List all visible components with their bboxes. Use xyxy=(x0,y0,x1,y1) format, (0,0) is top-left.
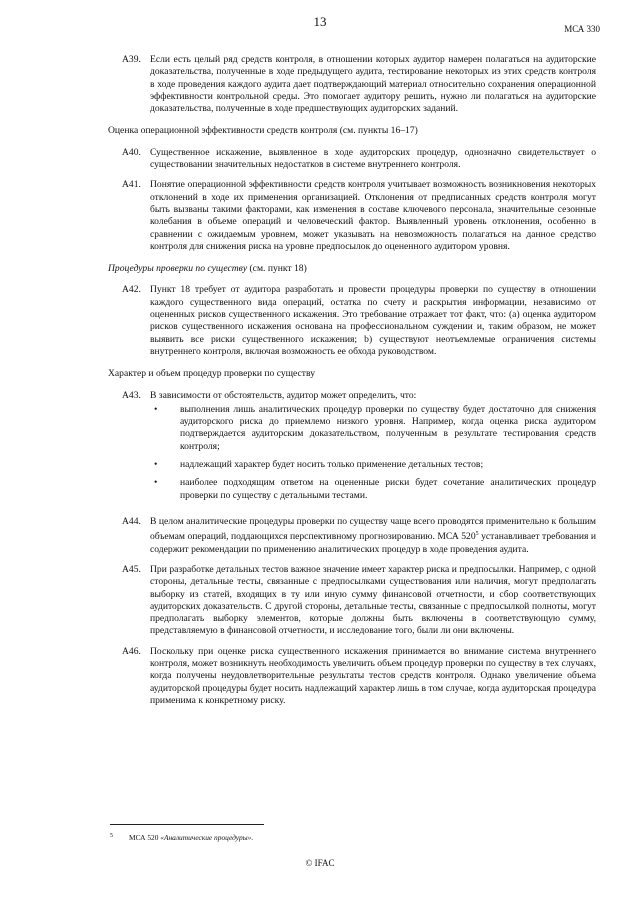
paragraph-a40 xyxy=(108,147,596,172)
copyright: © IFAC xyxy=(305,858,335,868)
paragraph-body xyxy=(150,390,596,508)
paragraph-text: Существенное искажение, выявленное в ходе аудиторских процедур, однозначно свидетельствует о существовании значительных недостатков в системе внутреннего контроля. xyxy=(150,146,596,171)
paragraph-number: A45. xyxy=(122,563,141,575)
bullet-list xyxy=(150,404,596,502)
list-item: • надлежащий характер будет носить только применение детальных тестов; xyxy=(150,459,596,471)
list-item: • выполнения лишь аналитических процедур проверки по существу будет достаточно для снижения аудиторского риска до приемлемо низкого уровня. Например, когда оценка риска аудитором подтверждается аудиторским доказательством, полученным в результате тестирования средств контроля; xyxy=(150,404,596,453)
paragraph-intro: В зависимости от обстоятельств, аудитор может определить, что: xyxy=(150,389,417,401)
paragraph-text-part: В целом аналитические процедуры проверки по существу чаще всего проводятся применительно к большим объемам операций, поддающихся перспективному прогнозированию. МСА 520 xyxy=(150,515,596,543)
footnote-source: МСА 520 xyxy=(129,833,161,842)
main-content xyxy=(108,54,596,715)
list-item: • наиболее подходящим ответом на оцененные риски будет сочетание аналитических процедур проверки по существу с детальными тестами. xyxy=(150,477,596,502)
paragraph-a42 xyxy=(108,284,596,358)
paragraph-text-part: устанавливает требования и содержит рекомендации по применению аналитических процедур в ходе проведения аудита. xyxy=(150,531,596,555)
paragraph-number: A40. xyxy=(122,146,141,158)
footnote-title: «Аналитические процедуры». xyxy=(160,833,254,842)
paragraph-number: A42. xyxy=(122,284,141,296)
paragraph-number: A39. xyxy=(122,54,141,65)
footnote-reference: 5 xyxy=(475,531,479,538)
footnote-text xyxy=(129,833,253,842)
section-heading-nature-extent: Характер и объем процедур проверки по существу xyxy=(108,368,315,380)
footnote xyxy=(110,833,253,842)
section-heading-substantive-procedures xyxy=(108,263,596,275)
paragraph-number: A43. xyxy=(122,389,141,401)
paragraph-a45 xyxy=(108,564,596,638)
footnote-divider xyxy=(110,824,264,825)
paragraph-text: Если есть целый ряд средств контроля, в отношении которых аудитор намерен полагаться на аудиторские доказательства, полученные в ходе предыдущего аудита, тестирование некоторых из этих средств контроля в ходе проведения каждого аудита дает подтверждающий материал относительно сохранения операционной эффективности контрольной среды. Это помогает аудитору решить, нужно ли полагаться на аудиторские доказательства, полученные в ходе предшествующих аудиторских заданий. xyxy=(150,54,596,115)
page-number: 13 xyxy=(313,14,327,29)
paragraph-a39 xyxy=(108,54,596,115)
footnote-marker: 5 xyxy=(110,833,113,839)
paragraph-a41 xyxy=(108,179,596,253)
paragraph-text: При разработке детальных тестов важное значение имеет характер риска и предпосылки. Например, с одной стороны, детальные тесты, связанные с предпосылками существования или наличия, могут предполагать выборку из статей, входящих в ту или иную сумму финансовой отчетности, и сбор соответствующих аудиторских доказательств. С другой стороны, детальные тесты, связанные с предпосылкой полноты, могут предполагать выборку элементов, которые должны быть включены в соответствующую сумму, представляемую в финансовой отчетности, и исследование того, были ли они включены. xyxy=(150,563,596,637)
paragraph-a44 xyxy=(108,516,596,556)
section-heading-operational-effectiveness: Оценка операционной эффективности средств контроля (см. пункты 16–17) xyxy=(108,125,418,137)
paragraph-number: A46. xyxy=(122,645,141,657)
paragraph-a46 xyxy=(108,646,596,707)
paragraph-text: Понятие операционной эффективности средств контроля учитывает возможность возникновения некоторых отклонений в ходе их применения организацией. Отклонения от предписанных средств контроля могут быть вызваны такими факторами, как изменения в составе ключевого персонала, значительные сезонные колебания в объеме операций и человеческий фактор. Выявленный уровень отклонения, особенно в сравнении с ожидаемым уровнем, может указывать на невозможность полагаться на данное средство контроля для снижения риска на уровне предпосылок до оцененного аудитором уровня. xyxy=(150,179,596,252)
document-code: МСА 330 xyxy=(564,24,600,34)
paragraph-number: A41. xyxy=(122,179,141,191)
paragraph-a43 xyxy=(108,390,596,508)
paragraph-number: A44. xyxy=(122,515,141,527)
paragraph-text xyxy=(150,516,596,556)
paragraph-text: Пункт 18 требует от аудитора разработать и провести процедуры проверки по существу в отношении каждого существенного вида операций, остатка по счету и раскрытия информации, независимо от оцененных рисков существенного искажения. Это требование отражает тот факт, что: (a) оценка аудитором рисков существенного искажения основана на профессиональном суждении и, таким образом, не может выявить все риски существенного искажения; b) существуют неотъемлемые ограничения системы внутреннего контроля, включая возможность ее обхода руководством. xyxy=(150,284,596,357)
heading-italic-part: Процедуры проверки по существу xyxy=(108,263,248,275)
heading-reference: (см. пункт 18) xyxy=(247,263,307,275)
paragraph-text: Поскольку при оценке риска существенного искажения принимается во внимание система внутреннего контроля, может возникнуть необходимость увеличить объем процедур проверки по существу в тех случаях, когда получены неудовлетворительные результаты тестов средств контроля. Однако увеличение объема аудиторской процедуры будет носить надлежащий характер лишь в том случае, когда аудиторская процедура применима к конкретному риску. xyxy=(150,645,596,706)
